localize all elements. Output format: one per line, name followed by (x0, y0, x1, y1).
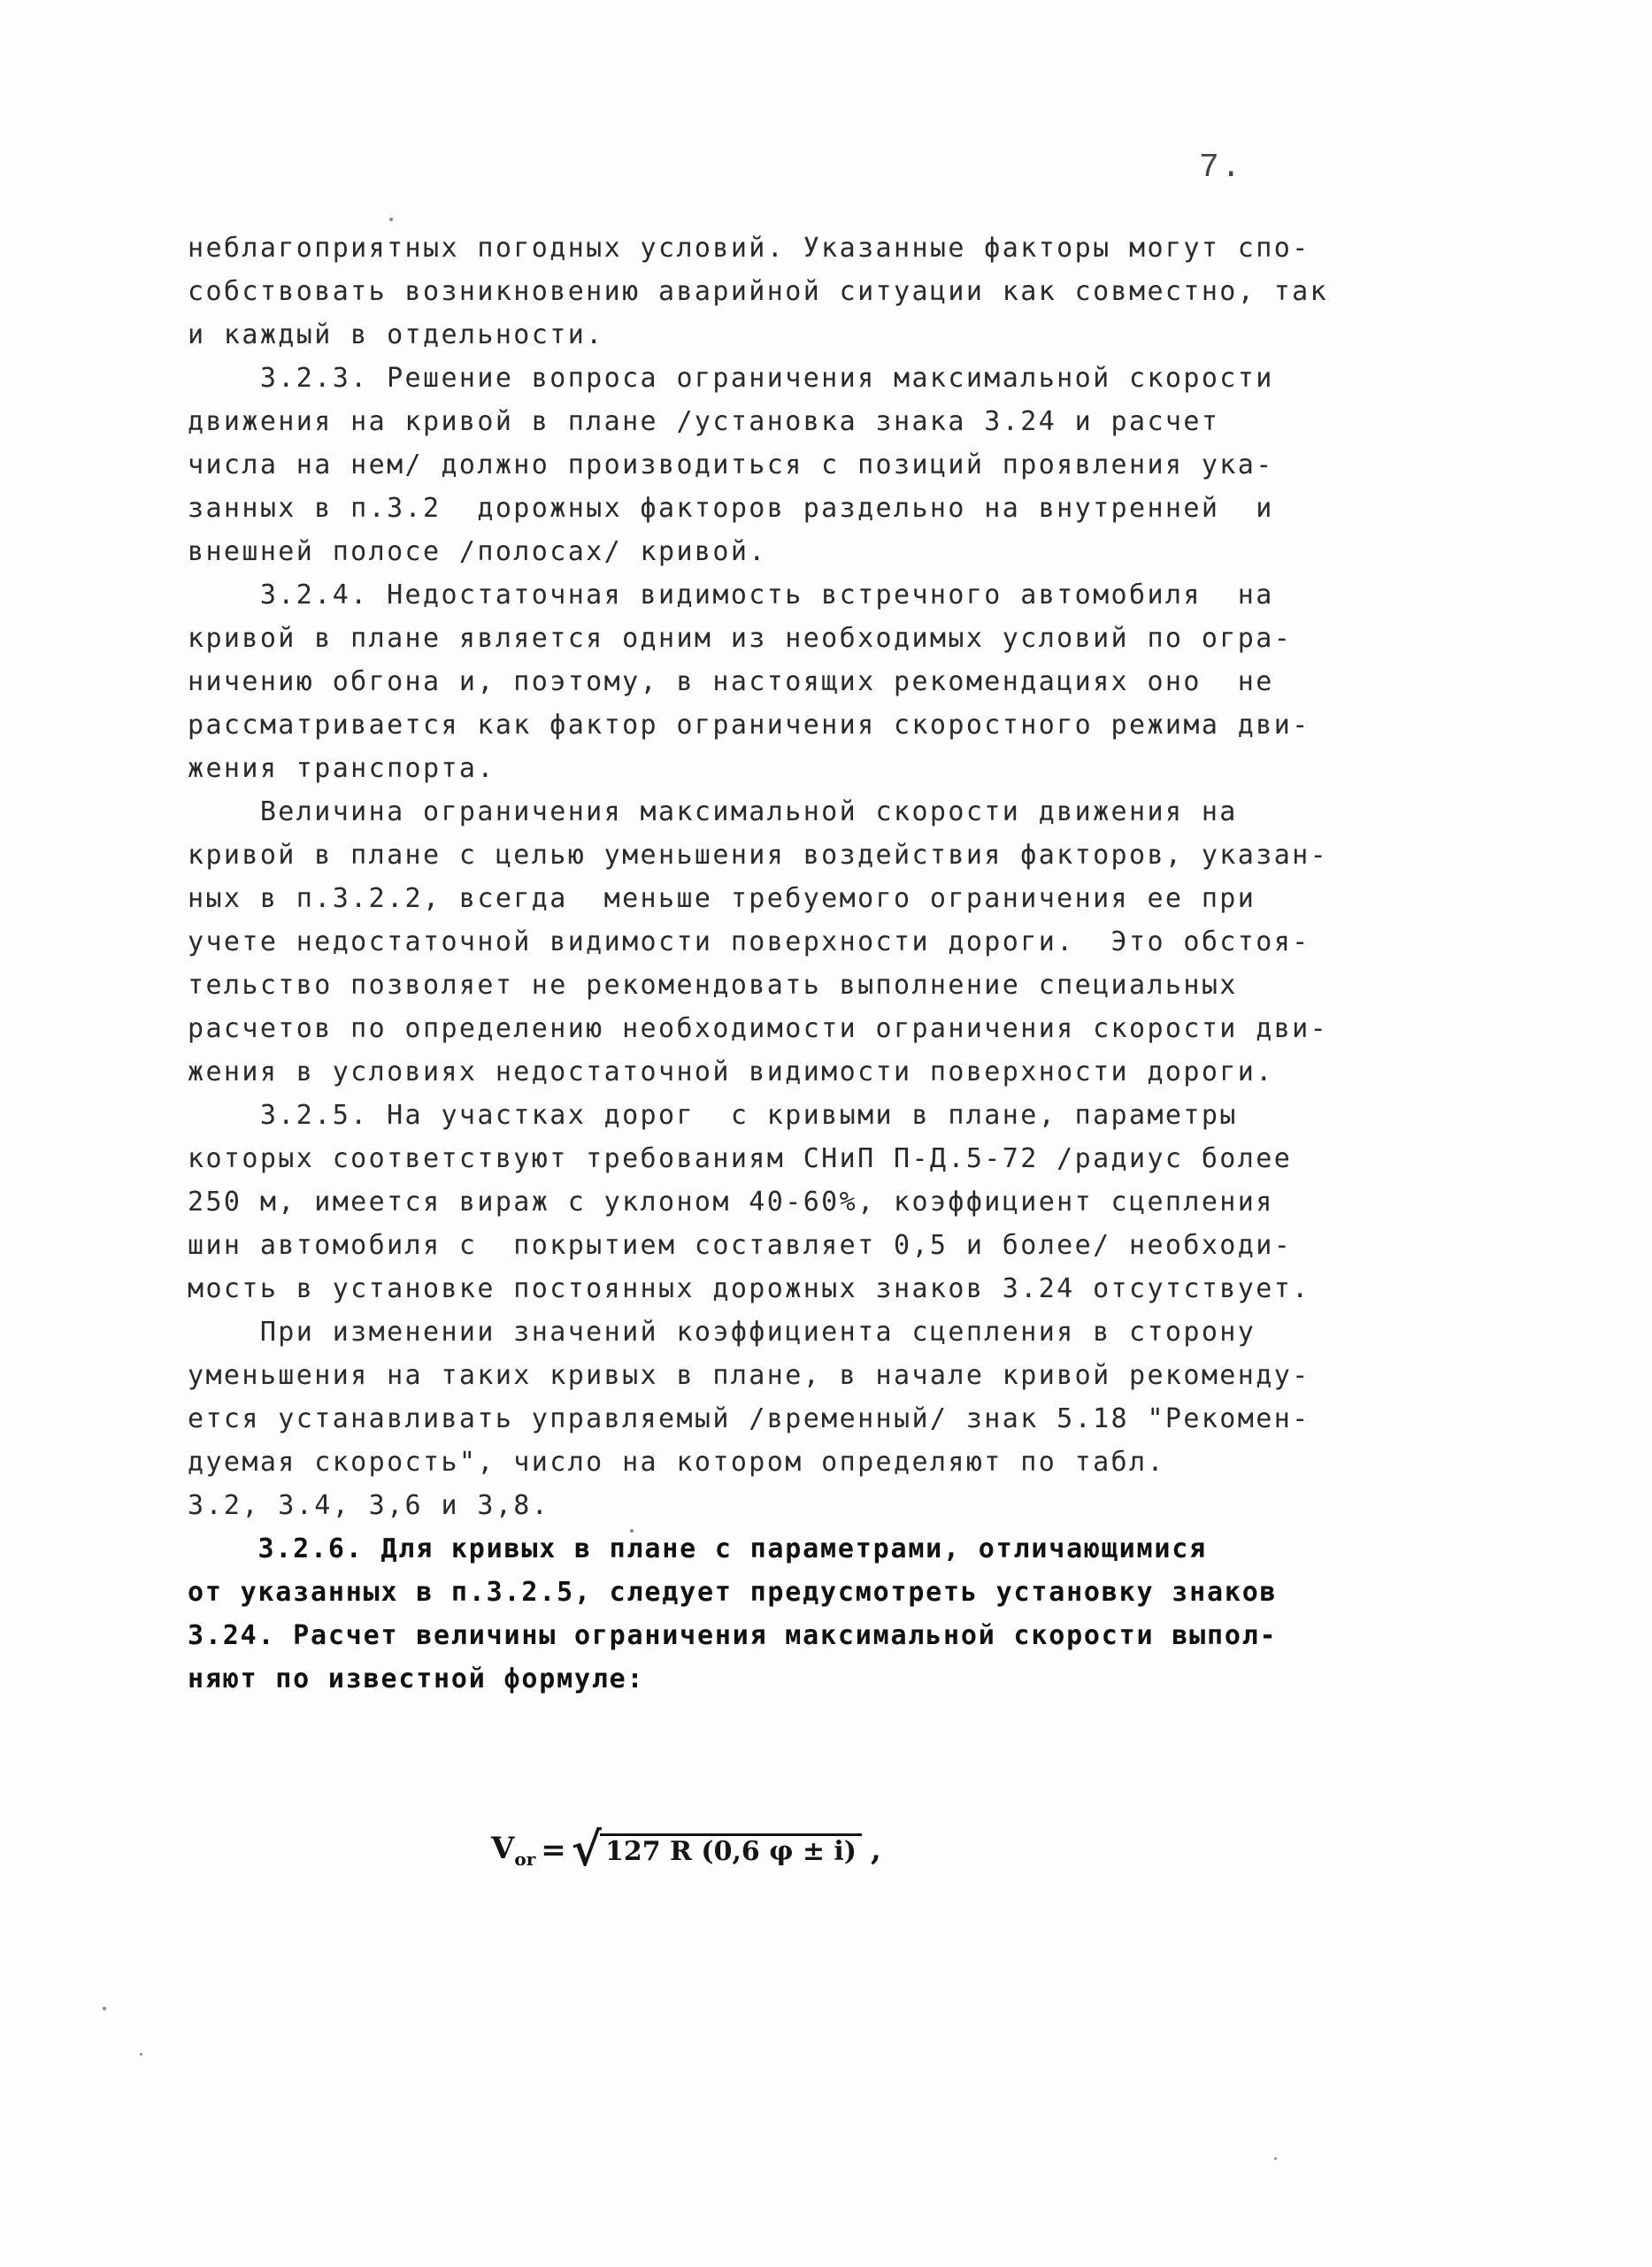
text-line: тельство позволяет не рекомендовать выполнение специальных (188, 970, 1238, 1001)
text-line: рассматривается как фактор ограничения скоростного режима дви- (188, 710, 1310, 741)
page-number: 7. (1199, 149, 1243, 187)
text-line: неблагоприятных погодных условий. Указанные факторы могут спо- (188, 233, 1310, 264)
speed-formula (491, 1823, 881, 1877)
text-line: и каждый в отдельности. (188, 319, 604, 350)
text-line: При изменении значений коэффициента сцепления в сторону (188, 1317, 1256, 1348)
text-line: внешней полосе /полосах/ кривой. (188, 536, 767, 567)
text-line: ничению обгона и, поэтому, в настоящих рекомендациях оно не (188, 666, 1274, 697)
formula-comma: , (871, 1832, 881, 1868)
text-line: движения на кривой в плане /установка знака 3.24 и расчет (188, 406, 1220, 437)
scan-speck (103, 2007, 106, 2010)
text-line: от указанных в п.3.2.5, следует предусмотреть установку знаков (188, 1577, 1278, 1608)
formula-lhs: $V_{or}$ (491, 1830, 536, 1870)
text-line: шин автомобиля с покрытием составляет 0,5 и более/ необходи- (188, 1230, 1293, 1261)
text-line: жения транспорта. (188, 753, 496, 784)
text-line: дуемая скорость", число на котором определяют по табл. (188, 1447, 1165, 1478)
body-text (188, 227, 1550, 1701)
text-line: няют по известной формуле: (188, 1664, 645, 1694)
formula-radicand: 127 R (0,6 φ ± i) (600, 1833, 862, 1867)
text-line: Величина ограничения максимальной скорости движения на (188, 796, 1238, 827)
text-line: 3.2, 3.4, 3,6 и 3,8. (188, 1490, 550, 1521)
text-line: числа на нем/ должно производиться с позиций проявления ука- (188, 450, 1274, 480)
text-line: кривой в плане с целью уменьшения воздействия факторов, указан- (188, 840, 1329, 871)
text-line: 3.2.4. Недостаточная видимость встречного автомобиля на (188, 580, 1274, 611)
text-line: 250 м, имеется вираж с уклоном 40-60%, коэффициент сцепления (188, 1187, 1274, 1218)
text-line: мость в установке постоянных дорожных знаков 3.24 отсутствует. (188, 1273, 1310, 1304)
text-line: уменьшения на таких кривых в плане, в начале кривой рекоменду- (188, 1360, 1310, 1391)
text-line: занных в п.3.2 дорожных факторов раздельно на внутренней и (188, 493, 1274, 524)
text-line: 3.24. Расчет величины ограничения максимальной скорости выпол- (188, 1620, 1278, 1651)
formula-lhs-subscript: or (514, 1848, 536, 1870)
square-root-sign: √ (571, 1823, 602, 1877)
formula-equals: = (541, 1832, 566, 1868)
text-line: собствовать возникновению аварийной ситуации как совместно, так (188, 276, 1329, 307)
scan-speck (630, 1529, 634, 1533)
text-line: кривой в плане является одним из необходимых условий по огра- (188, 623, 1293, 654)
text-line: которых соответствуют требованиям СНиП П-Д.5-72 /радиус более (188, 1143, 1293, 1174)
text-line: учете недостаточной видимости поверхности дороги. Это обстоя- (188, 926, 1310, 957)
text-line: жения в условиях недостаточной видимости поверхности дороги. (188, 1057, 1274, 1087)
text-line: 3.2.3. Решение вопроса ограничения максимальной скорости (188, 363, 1274, 394)
text-line: ных в п.3.2.2, всегда меньше требуемого ограничения ее при (188, 883, 1256, 914)
scan-speck (1274, 2157, 1277, 2160)
text-line: 3.2.5. На участках дорог с кривыми в плане, параметры (188, 1100, 1238, 1131)
scan-speck (389, 218, 393, 221)
text-line: расчетов по определению необходимости ограничения скорости дви- (188, 1013, 1329, 1044)
text-line: 3.2.6. Для кривых в плане с параметрами, отличающимися (188, 1533, 1207, 1564)
scan-speck (140, 2053, 142, 2056)
text-line: ется устанавливать управляемый /временный/ знак 5.18 "Рекомен- (188, 1403, 1310, 1434)
